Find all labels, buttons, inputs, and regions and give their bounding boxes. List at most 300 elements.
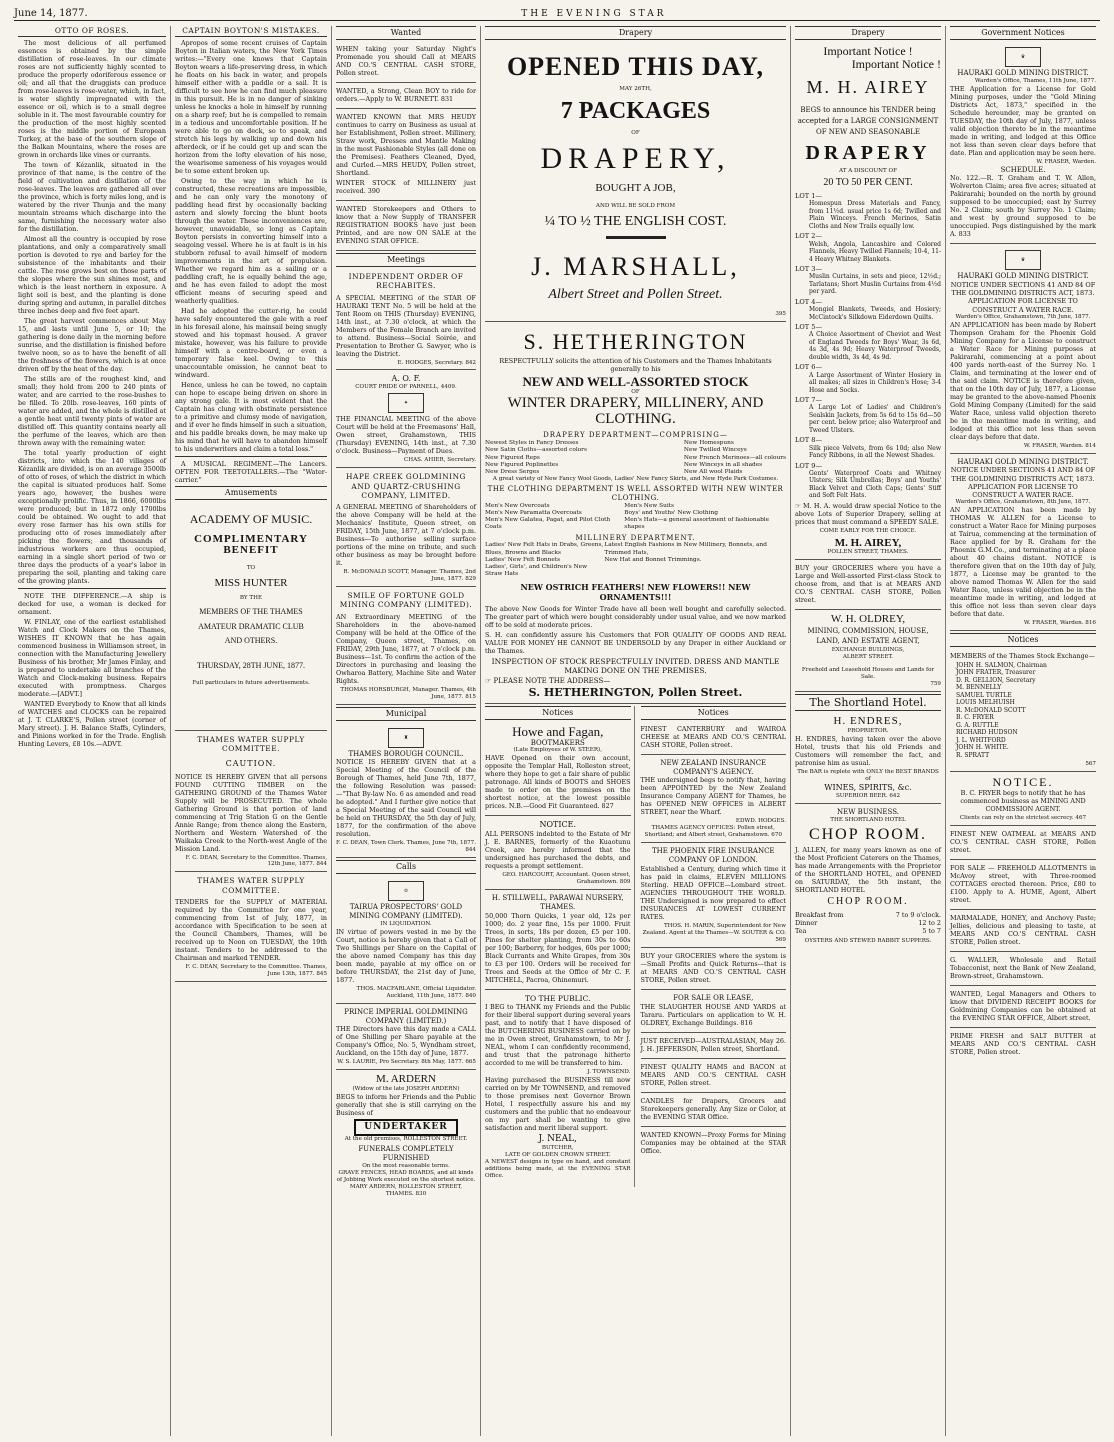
ad-text: POLLEN STREET, THAMES. [827, 549, 909, 556]
ad-body: FINEST CANTERBURY and WAIROA CHEESE at MEARS AND CO.'S CENTRAL CASH STORE, Pollen street. [640, 724, 786, 749]
ad-text: ☞ PLEASE NOTE THE ADDRESS— [485, 677, 611, 686]
lot-description: Mongiel Blankets, Tweeds, and Hosiery; McCintock's Silkdown Eiderdown Quilts. [809, 306, 941, 321]
ad-meeting [336, 270, 476, 370]
ad-signature: R. McDONALD SCOTT, Manager. Thames, 2nd June, 1877. 829 [343, 569, 476, 583]
ad-title: PRINCE IMPERIAL GOLDMINING COMPANY (LIMITED.) [344, 1007, 468, 1025]
ad-subtitle: NEW BUSINESS. [837, 807, 899, 816]
ad-signature: CHAS. AHIER, Secretary. [403, 457, 476, 464]
ad-text: At the old premises, ROLLESTON STREET. [344, 1136, 468, 1143]
section-heading-notices: Notices [950, 633, 1096, 647]
ad-subtitle: NOTICE UNDER SECTIONS 41 AND 84 OF THE GOLDMINING DISTRICTS ACT, 1873. [950, 281, 1096, 298]
ad-body: J. ALLEN, for many years known as one of the Most Proficient Caterers on the Thames, has made Arrangements with the Proprietor of the SHORTLAND HOTEL, and OPENED on SATURDAY, the 5th instant, the SHORTLAND HOTEL [795, 846, 941, 895]
ad-marshall [485, 43, 786, 322]
lot-item [795, 462, 941, 500]
ad-subtitle: MINING, COMMISSION, HOUSE, LAND, AND ESTATE AGENT, [807, 626, 929, 646]
coat-of-arms-icon: ♔ [388, 881, 424, 901]
ad-body: AN APPLICATION has been made by Robert Thompson Graham for the Phoenix Gold Mining Company for a License to construct a Water Race for Mining purposes at Pakirarahi, commencing at a point about 400 yards north-east of the Surrey No. 1 Claim, and terminating at the lower end of the said claim. NOTICE is therefore given, that on the 10th day of July, 1877, a License may be granted to the above-named Phoenix Gold Mining Company (Limited) for the said Water Race, unless valid objection thereto be in the meantime made in writing, and lodged at this office not less than seven clear days before that date. [950, 320, 1096, 441]
ad-cheese [641, 723, 787, 755]
ad-title: M. ARDERN [376, 1073, 436, 1086]
ad-meeting [336, 372, 476, 468]
list-item: New French Merinoes—all colours [683, 454, 786, 461]
ad-body: A NEWEST designs in type on hand, and constant additions being made, at the EVENING STAR Office. [485, 1159, 631, 1180]
member-name: JOHN H. WHITE. [956, 744, 1009, 752]
ad-title: TO THE PUBLIC. [525, 993, 591, 1003]
ad-howe-fagan [485, 723, 631, 816]
meal-row [795, 927, 941, 935]
ad-subtitle: NOTICE UNDER SECTIONS 41 AND 84 OF THE GOLDMINING DISTRICTS ACT, 1873. [950, 466, 1096, 483]
ad-body: WINTER STOCK of MILLINERY just received. 390 [336, 179, 476, 195]
column-5 [791, 26, 946, 1436]
ad-fryer [950, 774, 1096, 826]
lot-item [795, 265, 941, 296]
ad-text: (Late Employees of W. STEER), [513, 747, 603, 754]
ad-title: H. STILLWELL, PARAWAI NURSERY, THAMES. [491, 894, 624, 911]
ad-signature: W. FRASER, Warden. 816 [1023, 619, 1096, 626]
ad-signature: F. C. DEAN, Secretary to the Committee. Thames, June 13th, 1877. 845 [185, 963, 327, 977]
lot-label: LOT 2— [795, 232, 823, 241]
article-paragraph: Almost all the country is occupied by rose plantations, and only a comparatively small portion is devoted to rye and barley for the subsistence of the inhabitants and their cattle. The rose grows best on those parts of the slopes where the sun shines most, and which is the least northern in exposure. A light soil is best, and the planting is done during spring and autumn, in parallel ditches three inches deep and five feet apart. [18, 235, 166, 316]
ad-subtitle: CAUTION. [225, 758, 277, 768]
ad-title: W. H. OLDREY, [830, 613, 906, 626]
article-paragraph: Hence, unless he can be towed, no captain can hope to escape being driven on shore in any strong gale. It is most evident that the Captain has clung with obstinate persistence to a primitive and clumsy mode of navigation, and if ever he finds himself in such a situation, and his paddle breaks down, he may make up his mind that he will have to abandon himself to his underwriters and claim a total loss." [175, 381, 327, 454]
section-heading-notices: Notices [641, 706, 787, 720]
lot-description: A Choice Assortment of Cheviot and West of England Tweeds for Boys' Wear, 3s 6d, 4s 3d, 4s 9d; Heavy Waterproof Tweeds, double width, 3s 4d, 4s 9d. [809, 331, 941, 361]
lot-description: A Large Assortment of Winter Hosiery in all makes; all sizes in Children's Hose; 3-4 Hose and Socks. [809, 371, 941, 394]
ad-title: WINTER DRAPERY, MILLINERY, AND CLOTHING. [507, 394, 764, 427]
list-item: Men's New Suits [624, 502, 674, 509]
ad-body: WANTED KNOWN that MRS HEUDY continues to carry on Business as usual at her Establishment, Pollen street. Millinery, Straw work, Dresses and Mantle Making in the most Fashionable Styles (all done on the Premises). Feathers Cleaned, Dyed, and Curled.—MRS HEUDY, Pollen street, Shortland. [336, 113, 476, 177]
ad-academy [175, 503, 327, 731]
ad-body: S. H. can confidently assure his Customers that FOR QUALITY OF GOODS AND REAL VALUE FOR MONEY HE CANNOT BE UNDERSOLD by any Draper in either Auckland or the Thames. [485, 630, 786, 655]
ad-subtitle: IN LIQUIDATION. [380, 920, 432, 927]
ad-body: A great variety of New Fancy Wool Goods, Ladies' New Fancy Skirts, and New Hyde Park Costumes. [492, 476, 779, 483]
ad-body: CANDLES for Drapers, Grocers and Storekeepers generally. Any Size or Color, at the EVENING STAR Office. [640, 1096, 786, 1121]
ad-subtitle: APPLICATION FOR LICENSE TO CONSTRUCT A WATER RACE. [968, 482, 1078, 499]
ad-body: I BEG to THANK my Friends and the Public for their liberal support during several years past, and to notify that I have disposed of the BUTCHERING BUSINESS carried on by me in Owen street, Grahamstown, to Mr J. NEAL, whom I can confidently recommend, and trust that the patronage hitherto accorded to me will be transferred to him. [485, 1003, 631, 1068]
article-paragraph: Apropos of some recent cruises of Captain Boyton in Italian waters, the New York Times writes:—"Every one knows that Captain Boyton wears a life-preserving dress, in which he floats on his back in water, and propels himself either with a paddle or a sail. It is difficult to see how he can find much pleasure in this pursuit. He is in no danger of sinking unless he knocks a hole in himself by running on a sharp reef; but he is compelled to remain in a tedious and uncomfortable position. If he were able to go on deck, so to speak, and stretch his legs by walking up and down his afterdeck, or if he could get up and scan the horizon from the lofty elevation of his nose, the wearisome sameness of his voyages would be to some extent broken up. [175, 39, 327, 176]
notices-area [485, 706, 786, 1187]
ad-body: HAVE Opened on their own account, opposite the Templar Hall, Rolleston street, where they hope to get a fair share of public patronage. All kinds of BOOTS and SHOES made to order on the premises on the shortest notice, at the lowest possible prices. N.B.—Good Fit Guaranteed. 827 [485, 754, 631, 811]
ad-title: HAPE CREEK GOLDMINING AND QUARTZ-CRUSHING COMPANY, LIMITED. [346, 472, 466, 500]
ad-title: NEW ZEALAND INSURANCE COMPANY'S AGENCY. [660, 758, 767, 776]
list-item: Latest English Fashions in New Millinery, Bonnets, and Trimmed Hats, [604, 542, 767, 556]
ad-butter [950, 1030, 1096, 1061]
section-heading-notices: Notices [485, 706, 631, 720]
lot-description: Gents' Waterproof Coats and Whitney Ulsters; Silk Umbrellas; Boys' and Youths' Black Velvet and Cloth Caps; Gents' Stiff and Soft Felt Hats. [809, 469, 941, 500]
column-4 [481, 26, 791, 1436]
section-heading-meetings: Meetings [336, 253, 476, 267]
ad-wanted [336, 85, 476, 109]
ad-waller [950, 954, 1096, 986]
column-1 [14, 26, 171, 1436]
ad-body: AN APPLICATION has been made by THOMAS W. ALLEN for a License to construct a Water Race for Mining purposes at Tairua, commencing at the termination of Race applied for by R. Graham for the Phoenix G.M.Co., and terminating at a place about 40 chains distant. NOTICE is therefore given that on the 10th day of July, 1877, a License may be granted to the above named Thomas W. Allen for the said Water Race, unless valid objection be in the meantime made in writing, and lodged at this office not less than seven clear days before that date. [950, 505, 1096, 618]
lot-description: Welsh, Angola, Lancashire and Colored Flannels, Heavy Twilled Flannels; 10-4, 11-4 Heavy Whitney Blankets. [809, 240, 941, 263]
ad-water-tenders [175, 874, 327, 981]
lot-item [795, 436, 941, 459]
ad-signature: W. FRASER, Warden. [1036, 158, 1096, 165]
meal-row [795, 919, 941, 927]
ad-title: THE PHOENIX FIRE INSURANCE COMPANY OF LONDON. [651, 847, 775, 865]
ad-government [950, 456, 1096, 631]
ad-signature: GEO. HARCOURT, Accountant. Queen street, Grahamstown. 809 [502, 872, 631, 886]
department-list [485, 503, 786, 532]
ad-signature: W. FRASER, Warden. 814 [1023, 442, 1096, 449]
ad-body: TENDERS for the SUPPLY of MATERIAL required by the Committee for one year, commencing from 1st of July, 1877, in accordance with Specification to be seen at the Council Chambers, Thames, will be received up to Noon on TUESDAY, the 19th instant. Tenders to be addressed to the Chairman and marked TENDER. [175, 897, 327, 962]
issue-date: June 14, 1877. [14, 7, 88, 19]
members-list [956, 662, 1096, 760]
ad-text: TO [246, 564, 256, 571]
section-heading-wanted: Wanted [336, 26, 476, 40]
ad-text: Warden's Office, Thames, 11th June, 1877. [974, 77, 1096, 84]
ad-body: BEGS to announce his TENDER being accepted for a LARGE CONSIGNMENT OF NEW AND SEASONABLE [797, 106, 939, 137]
ad-body: The above New Goods for Winter Trade have all been well bought and carefully selected. The greater part of which were bought considerably under usual value, and we now marked off to be sold at moderate prices. [485, 604, 786, 629]
ad-body: PRIME FRESH and SALT BUTTER at MEARS AND CO.'S CENTRAL CASH STORE, Pollen street. [950, 1031, 1096, 1056]
paragraph-note: NOTE THE DIFFERENCE.—A ship is decked for use, a woman is decked for ornament. [18, 592, 166, 617]
ad-public [485, 992, 631, 1186]
lot-item [795, 396, 941, 434]
ad-title: NOTICE. [992, 775, 1054, 790]
member-name: M. BENNELLY [956, 684, 1002, 692]
ad-body: 50,000 Thorn Quicks, 1 year old, 12s per 1000; do. 2 year fine, 15s per 1000. Fruit Trees, in sorts, 18s per dozen, £5 per 100. Pines for shelter planting, from 30s to 60s per 100; Barberry, for hedges, 60s per 1000; Black Currants and White Grapes, from 30s to £3 per 100. Orders will be received for Trees and Seeds at the Office of Mr C. F. MITCHELL, Pacroa, Ohinemuri. [485, 911, 631, 984]
ad-title: NOTICE. [539, 820, 577, 830]
ad-text: MEMBERS OF THE THAMES [199, 607, 303, 617]
newspaper-title: THE EVENING STAR [521, 8, 667, 19]
ad-ardern [336, 1072, 476, 1200]
ad-body: WANTED, a Strong, Clean BOY to ride for orders.—Apply to W. BURNETT. 831 [336, 87, 476, 103]
ad-text: AND WILL BE SOLD FROM [595, 202, 676, 209]
list-item: New Figured Poplinettes [485, 461, 559, 468]
list-item: Men's New Paramatta Overcoats [485, 510, 582, 516]
ad-meeting [336, 470, 476, 587]
ad-title: THAMES BOROUGH COUNCIL. [348, 749, 464, 758]
ad-body: MEMBERS of the Thames Stock Exchange— [950, 651, 1095, 660]
ad-body: BUY your GROCERIES where you have a Large and Well-assorted First-class Stock to choose from, and that is at MEARS AND CO.'S CENTRAL CASH STORE, Pollen street. [795, 564, 941, 605]
list-item: New Satin Cloths—assorted colors [485, 447, 587, 454]
ad-signature: W. S. LAURIE, Pro Secretary. 8th May, 1877. 665 [337, 1059, 476, 1066]
ad-text: SUPERIOR BEER. 642 [835, 792, 901, 799]
ad-text: BUTCHER, [541, 1145, 574, 1152]
ad-text: BOUGHT A JOB, [595, 181, 676, 194]
column-6 [946, 26, 1100, 1436]
ad-body: A SPECIAL MEETING of the STAR OF HAURAKI TENT No. 5 will be held at the Tent Room on THIS (Thursday) EVENING, 14th inst., at 7.30 o'clock, at which the Members of the Female Branch are invited to attend. Business—Social Soirée, and Presentation to Brother G. Sawyer, who is leaving the District. [336, 293, 476, 358]
ad-signature: EDWD. HODGES. [735, 818, 786, 825]
ad-legal [950, 988, 1096, 1028]
ad-number: 567 [1085, 761, 1096, 768]
ad-body: Having purchased the BUSINESS till now carried on by Mr TOWNSEND, and removed to those premises next Governor Brown Hotel, I respectfully assure his and my customers and the public that no endeavour on my part shall be wanting to give satisfaction and merit liberal support. [485, 1076, 631, 1133]
ad-for-sale [641, 992, 787, 1033]
member-name: SAMUEL TURTLE [956, 691, 1012, 699]
ad-text: MAY 26TH, [619, 86, 652, 93]
ad-text: Albert Street and Pollen Street. [548, 287, 723, 303]
ad-subtitle: APPLICATION FOR LICENSE TO CONSTRUCT A WATER RACE. [968, 297, 1078, 314]
ad-groceries [795, 562, 941, 610]
ad-wanted [336, 203, 476, 251]
ad-received [641, 1035, 787, 1059]
ad-hetherington [485, 324, 786, 704]
article-paragraph: The stills are of the roughest kind, and small; they hold from 200 to 240 pints of water, and are carried to the rose-bushes to be filled. To 20lb. rose-leaves, 160 pints of water are added, and the whole is distilled at a gentle heat until twenty pints of water are distilled off. This quantity contains nearly all the perfume of the leaves, which are then thrown away with the remaining water. [18, 375, 166, 448]
ad-text: 20 TO 50 PER CENT. [823, 176, 913, 188]
ad-title: CHOP ROOM. [827, 896, 909, 908]
ad-subtitle: BOOTMAKERS [530, 738, 585, 747]
lot-label: LOT 1— [795, 192, 823, 201]
ad-body: THE FINANCIAL MEETING of the above Court will be held at the Freemasons' Hall, Owen street, Grahamstown, THIS (Thursday) EVENING, 14th inst., at 7.30 o'clock. Business—Payment of Dues. [336, 415, 476, 456]
ad-text: Warden's Office, Grahamstown, 7th June, 1877. [955, 313, 1091, 320]
ad-subtitle: (Widow of the late JOSEPH ARDERN) [352, 1085, 460, 1092]
ad-title: TAIRUA PROSPECTORS' GOLD MINING COMPANY (LIMITED). [349, 903, 463, 921]
list-item: Newest Styles in Fancy Dresses [485, 440, 579, 447]
paragraph-note: A MUSICAL REGIMENT.—The Lancers. OFTEN FOR TEETOTALLERS.—The "Water-carrier." [175, 460, 327, 485]
ad-text: The BAR is replete with ONLY the BEST BRANDS of [797, 769, 939, 782]
ad-text: Freehold and Leasehold Houses and Lands for Sale. [801, 666, 935, 680]
ad-body: ☞ M. H. A. would draw special Notice to the above Lots of Superior Drapery, selling at prices that must command a SPEEDY SALE. [795, 501, 941, 526]
ad-body: A GENERAL MEETING of Shareholders of the above Company will be held at the Mechanics' Institute, Queen street, on FRIDAY, 15th June, 1877, at 7 o'clock p.m. Business—To authorise selling surface portions of the mine on tribute, and such other business as may be brought before it. [336, 503, 476, 568]
ad-body: WHEN taking your Saturday Night's Promenade you should Call at MEARS AND CO.'S CENTRAL CASH STORE, Pollen street. [336, 45, 476, 77]
lot-item [795, 323, 941, 361]
ad-body: MARMALADE, HONEY, and Anchovy Paste; Jellies, delicious and pleasing to taste, at MEARS AND CO.'S CENTRAL CASH STORE, Pollen street. [950, 913, 1096, 946]
ad-number: 759 [930, 680, 941, 687]
ad-text: Warden's Office, Grahamstown, 8th June, 1877. [955, 498, 1091, 505]
member-name: JOHN H. SALMON, Chairman [956, 661, 1047, 669]
list-item: Ladies' New Felt Hats in Drabs, Greens, [485, 542, 604, 549]
ad-body: Established a Century, during which time it has paid in claims, ELEVEN MILLIONS Sterling. HEAD OFFICE—Lombard street. AGENCIES THROUGHOUT THE WORLD. THE Undersigned is now prepared to effect INSURANCES AT LOWEST CURRENT RATES. [640, 864, 786, 921]
article-paragraph: The most delicious of all perfumed essences is obtained by the simple distillation of rose-leaves. In our climate roses are not sufficiently highly scented to produce the properly odoriferous essence or oil; and all that the druggists can produce from rose-leaves is rose-water, which, in fact, is water slightly impregnated with the essence or oil, which is to a small degree soluble in it. The most favourable country for the production of the most highly scented roses is the middle portion of European Turkey, at the base of the southern slope of the Balkan Mountains, where the roses are grown in orchards like vines or currants. [18, 39, 166, 160]
ad-text: THAMES AGENCY OFFICES: Pollen street, Shortland; and Albert street, Grahamstown. 670 [644, 825, 782, 839]
ad-body: FINEST NEW OATMEAL at MEARS AND CO.'S CENTRAL CASH STORE, Pollen street. [950, 829, 1096, 854]
ad-signature: THOS. MACFARLANE, Official Liquidator. Auckland, 11th June, 1877. 840 [356, 985, 476, 999]
article-heading: CAPTAIN BOYTON'S MISTAKES. [175, 26, 327, 37]
royal-arms-icon: ♛ [1005, 250, 1041, 270]
ad-title: M. H. AIREY [806, 77, 930, 98]
lot-label: LOT 6— [795, 363, 823, 372]
society-emblem-icon: ✦ [388, 393, 424, 413]
department-list [485, 440, 786, 476]
lot-description: Silk piece Velvets, from 6s 10d; also New Fancy Ribbons, in all the Newest Shades. [809, 444, 941, 459]
section-heading-shortland: The Shortland Hotel. [795, 694, 941, 712]
ad-oldrey [795, 612, 941, 691]
meal-name: Tea [795, 926, 807, 935]
department-heading: MILLINERY DEPARTMENT. [575, 533, 696, 542]
ad-title: INDEPENDENT ORDER OF RECHABITES. [348, 272, 464, 291]
ad-signature: J. TOWNSEND. [587, 1069, 631, 1076]
ad-text: GRAVE FENCES, HEAD BOARDS, and all kinds of Jobbing Work executed on the shortest notice. [336, 1169, 476, 1183]
lot-label: LOT 3— [795, 265, 823, 274]
ad-title: COMPLIMENTARY BENEFIT [194, 532, 308, 557]
ad-signature: F. C. DEAN, Town Clerk. Thames, June 7th, 1877. 844 [336, 840, 476, 854]
ad-body: JUST RECEIVED—AUSTRALASIAN, May 26. J. H. JEFFERSON, Pollen street, Shortland. [640, 1036, 786, 1053]
ad-insurance [641, 757, 787, 843]
ad-text: OYSTERS AND STEWED RABBIT SUPPERS. [804, 937, 932, 944]
ad-text: LATE OF GOLDEN CROWN STREET. [505, 1152, 611, 1159]
ad-airey [795, 43, 941, 560]
ad-title: HAURAKI GOLD MINING DISTRICT. [957, 272, 1089, 281]
ad-text: AMATEUR DRAMATIC CLUB [198, 621, 304, 631]
paragraph-note: WANTED Everybody to Know that all kinds of WATCHES and CLOCKS can be repaired at J. T. CLARKE'S, Pollen street (corner of Mary street). J. H. Balance Staffs, Cylinders, and Pinions worked in for the Trade. English Hunting Levers, £8 10s.—ADVT. [18, 700, 166, 749]
ad-title: M. H. AIREY, [834, 536, 902, 549]
ad-title: Important Notice ! [851, 56, 941, 71]
lot-item [795, 363, 941, 394]
ad-text: WINES, SPIRITS, &c. [824, 782, 912, 792]
ad-government [950, 246, 1096, 453]
ad-water-caution [175, 733, 327, 872]
ad-body: WANTED Storekeepers and Others to know that a New Supply of TRANSFER REGISTRATION BOOKS have just been Printed, and are now ON SALE at the EVENING STAR OFFICE. [336, 205, 476, 245]
department-list [485, 542, 786, 578]
ad-title: MISS HUNTER [214, 576, 288, 589]
ad-text: Clients can rely on the strictest secrecy. 467 [959, 814, 1087, 821]
list-item: Men's New Galatea, Pagat, and Pilot Cloth Coats [485, 517, 611, 531]
ad-body: H. ENDRES, having taken over the above Hotel, trusts that his old Friends and Customers will remember the fact, and patronise him as usual. [795, 735, 941, 767]
department-heading: THE CLOTHING DEPARTMENT IS WELL ASSORTED WITH NEW WINTER CLOTHING. [487, 485, 784, 503]
section-heading-drapery: Drapery [795, 26, 941, 40]
section-heading-calls: Calls [336, 860, 476, 874]
ad-chop-room [795, 806, 941, 948]
ad-text: OF [631, 388, 640, 395]
member-name: R. SPRATT [956, 751, 990, 759]
ad-government [950, 43, 1096, 244]
ad-title: DRAPERY, [540, 142, 731, 176]
meal-time: 7 to 9 o'clock. [895, 910, 941, 919]
ad-body: FINEST QUALITY HAMS and BACON at MEARS AND CO.'S CENTRAL CASH STORE, Pollen street. [640, 1062, 786, 1087]
meal-time: 12 to 2 [918, 918, 941, 927]
member-name: D. R. GELLION, Secretary [956, 676, 1036, 684]
list-item: New Homespuns [683, 440, 734, 447]
ad-title: J. MARSHALL, [531, 252, 740, 282]
ad-municipal [336, 724, 476, 859]
ad-title: H. ENDRES, [833, 715, 903, 728]
section-heading-drapery: Drapery [485, 26, 786, 40]
ad-signature: THOS. H. MARIN, Superintendent for New Zealand. Agent at the Thames—W. SOUTER & CO. 569 [642, 922, 786, 943]
ad-call [336, 877, 476, 1003]
list-item: Men's Hats—a general assortment of fashionable shapes [624, 517, 770, 531]
ad-body: THE SLAUGHTER HOUSE AND YARDS at Tararu. Particulars on application to W. H. OLDREY, Exchange Buildings. 816 [640, 1002, 786, 1027]
section-heading-amusements: Amusements [175, 486, 327, 500]
ad-marmalade [950, 912, 1096, 952]
ad-body: FOR SALE — FREEHOLD ALLOTMENTS in McAvoy street, with Three-roomed COTTAGES erected thereon. Price, £80 to £100. Apply to A. HUME, Agent, Albert street. [950, 863, 1096, 904]
ad-title: HAURAKI GOLD MINING DISTRICT. [957, 457, 1089, 466]
ad-body: B. C. FRYER begs to notify that he has commenced business as MINING AND COMMISSION AGENT. [960, 788, 1086, 813]
list-item: Boys' and Youths' New Clothing [624, 510, 718, 516]
ad-body: BUY your GROCERIES where the system is—Small Profits and Quick Returns—that is at MEARS AND CO.'S CENTRAL CASH STORE, Pollen street. [640, 951, 786, 984]
ad-text: BY THE [239, 595, 263, 602]
lot-label: LOT 4— [795, 297, 823, 306]
member-name: LOUIS MELHUISH [956, 699, 1015, 707]
ad-body: THE Application for a License for Gold Mining purposes, under the "Gold Mining Districts Act, 1873," specified in the Schedule hereunder, may be granted on TUESDAY, the 10th day of July, 1877, unless valid objection thereto be in the meantime made in writing, and lodged at this Office not less than seven clear days before that date. Plan and application may be seen here. [950, 84, 1096, 157]
ad-banner: NEW OSTRICH FEATHERS! NEW FLOWERS!! NEW ORNAMENTS!!! [520, 581, 751, 602]
ad-meeting [336, 589, 476, 704]
article-paragraph: The town of Kézanlik, situated in the province of that name, is the centre of the field of cultivation and distillation of the rose-leaves. The leaves are gathered all over the province, which is forty miles long, and is watered by the river Thunja and the many mountain streams which discharge into the same, furnishing the necessary water also for the distillation. [18, 161, 166, 234]
meal-times [795, 911, 941, 935]
ad-text: OF [631, 130, 640, 137]
list-item: Men's New Overcoats [485, 502, 550, 509]
column-2 [171, 26, 332, 1436]
list-item: New Winceys in all shades [683, 461, 763, 468]
section-heading-government: Government Notices [950, 26, 1096, 40]
ad-title: NEW AND WELL-ASSORTED STOCK [522, 374, 749, 390]
ad-text: FUNERALS COMPLETELY FURNISHED [358, 1145, 454, 1162]
article-heading: OTTO OF ROSES. [18, 26, 166, 37]
ad-title: S. HETHERINGTON, Pollen Street. [528, 686, 743, 700]
ad-text: On the most reasonable terms. [362, 1162, 450, 1169]
list-item: Ladies' New Felt Bonnets [485, 556, 561, 563]
list-item: Blues, Browns and Blacks [485, 549, 562, 556]
ad-stock-exchange [950, 650, 1096, 772]
ad-title: J. NEAL, [538, 1134, 577, 1145]
masthead [14, 6, 1100, 21]
ad-title: S. HETHERINGTON [523, 329, 748, 355]
ad-subtitle: COURT PRIDE OF PARNELL, 4409. [355, 384, 457, 391]
list-item: New All wool Plaids [683, 469, 743, 476]
department-heading: DRAPERY DEPARTMENT—COMPRISING— [543, 431, 728, 440]
ad-text: ALBERT STREET. [842, 653, 894, 660]
ad-signature: MARY ARDERN, ROLLESTON STREET, THAMES. 830 [349, 1183, 463, 1197]
ad-text: THE SHORTLAND HOTEL [830, 816, 906, 823]
article-paragraph: Owing to the way in which he is constructed, these recreations are impossible, and he can only vary the monotony of paddling head first by occasionally backing astern and slowly forcing the blunt boots through the water. These inconveniences are, however, unavoidable, so long as Captain Boyton persists in converting himself into a seagoing vessel. Where he is at fault is in his stubborn refusal to avail himself of modern improvements in the art of propulsion. Whether we regard him as a sailing or a paddling craft, he is equally behind the age, and he has even failed to adopt the most efficient means of securing speed and weatherly qualities. [175, 177, 327, 306]
ad-title: A. O. F. [391, 374, 421, 384]
member-name: JOHN FRATER, Treasurer [956, 669, 1036, 677]
ad-body: WANTED KNOWN—Proxy Forms for Mining Companies may be obtained at the STAR Office. [640, 1130, 786, 1155]
ad-text: COME EARLY FOR THE CHOICE. [819, 527, 917, 534]
ad-body: BEGS to inform her Friends and the Public generally that she is still carrying on the Business of [336, 1092, 476, 1117]
ad-body: ALL PERSONS indebted to the Estate of Mr J. E. BARNES, formerly of the Kuaotunu Creek, are hereby informed that the undersigned has purchased the debts, and requests a prompt settlement. [485, 830, 631, 871]
ad-date: THURSDAY, 28TH JUNE, 1877. [196, 660, 305, 670]
ad-signature: F. C. DEAN, Secretary to the Committee. Thames, 12th June, 1877. 844 [185, 854, 327, 868]
ad-subtitle: SCHEDULE. [1000, 165, 1046, 174]
ad-body: IN virtue of powers vested in me by the Court, notice is hereby given that a Call of Two Shillings per Share on the Capital of the above named Company has this day been made, payable at my office on or before THURSDAY, the 21st day of June, 1877. [336, 927, 476, 984]
column-3 [332, 26, 481, 1436]
notices-right [641, 706, 787, 1187]
ad-text: EXCHANGE BUILDINGS, [831, 646, 905, 653]
lot-label: LOT 5— [795, 323, 823, 332]
ad-title: ACADEMY OF MUSIC. [189, 512, 313, 527]
ad-title: CHOP ROOM. [808, 825, 928, 843]
section-heading-municipal: Municipal [336, 707, 476, 721]
list-item: New Dress Serges [485, 469, 540, 476]
lot-label: LOT 8— [795, 436, 823, 445]
ad-title: FOR SALE OR LEASE, [673, 993, 754, 1002]
article-paragraph: The great harvest commences about May 15, and lasts until June 5, or 10; the gathering is done daily in the morning before sunrise, and the distillation is finished before twelve noon, so as to have the benefit of all the freshness of the flowers, which is at once driven off by the heat of the day. [18, 317, 166, 374]
ad-title: THAMES WATER SUPPLY COMMITTEE. [197, 876, 305, 895]
ad-number: 395 [775, 311, 786, 318]
ad-title: THAMES WATER SUPPLY COMMITTEE. [197, 735, 305, 754]
ad-shortland [795, 714, 941, 803]
ad-text: AND OTHERS. [224, 636, 278, 646]
ad-oatmeal [950, 828, 1096, 860]
member-name: RICHARD HUDSON [956, 729, 1018, 737]
ad-title: 7 PACKAGES [560, 98, 711, 125]
ad-title: HAURAKI GOLD MINING DISTRICT. [957, 69, 1089, 77]
lot-description: A Large Lot of Ladies' and Children's Sealskin Jackets, from 5s 6d to 15s 6d—50 per cent. below price; also Waterproof and Tweed Ulsters. [809, 404, 941, 434]
lot-label: LOT 7— [795, 396, 823, 405]
notices-left [485, 706, 635, 1187]
list-item: New Figured Reps [485, 454, 540, 461]
article-paragraph: The total yearly production of eight districts, into which the 140 villages of Kézanlik are divided, is on an average 3500lb of otto of roses, of which the district in which the capital is situated produces half. Some years ago, however, the bushes were exceptionally prolific. Thus, in 1866, 6000lbs were produced; but in 1872 only 1700lbs could be obtained. We ought to add that every rose farmer has his own stills for producing otto of roses immediately after picking the flowers; and thousands of industrious workers are thus occupied, earning in a single short period of two or three days the products of a year's labor in preparing the soil, planting and taking care of the growing plants. [18, 449, 166, 586]
ad-candles [641, 1095, 787, 1127]
ad-body: WANTED, Legal Managers and Others to know that DIVIDEND RECEIPT BOOKS for Goldmining Companies can be obtained at the EVENING STAR OFFICE, Albert street. [950, 989, 1096, 1022]
borough-crest-icon: ♜ [388, 728, 424, 748]
ad-title: DRAPERY [805, 141, 931, 164]
ad-proxy [641, 1129, 787, 1160]
ad-title: OPENED THIS DAY, [506, 52, 765, 81]
ad-phoenix [641, 845, 787, 947]
ad-call [336, 1006, 476, 1070]
member-name: G. A. RUTTLE [956, 721, 999, 729]
meal-row [795, 911, 941, 919]
ad-text: INSPECTION OF STOCK RESPECTFULLY INVITED. DRESS AND MANTLE MAKING DONE ON THE PREMISES. [491, 656, 780, 675]
royal-arms-icon: ♛ [1005, 47, 1041, 67]
list-item: New Twilled Winceys [683, 447, 747, 454]
ad-wanted [336, 43, 476, 83]
ad-notice [485, 818, 631, 890]
meal-time: 5 to 7 [922, 926, 941, 935]
